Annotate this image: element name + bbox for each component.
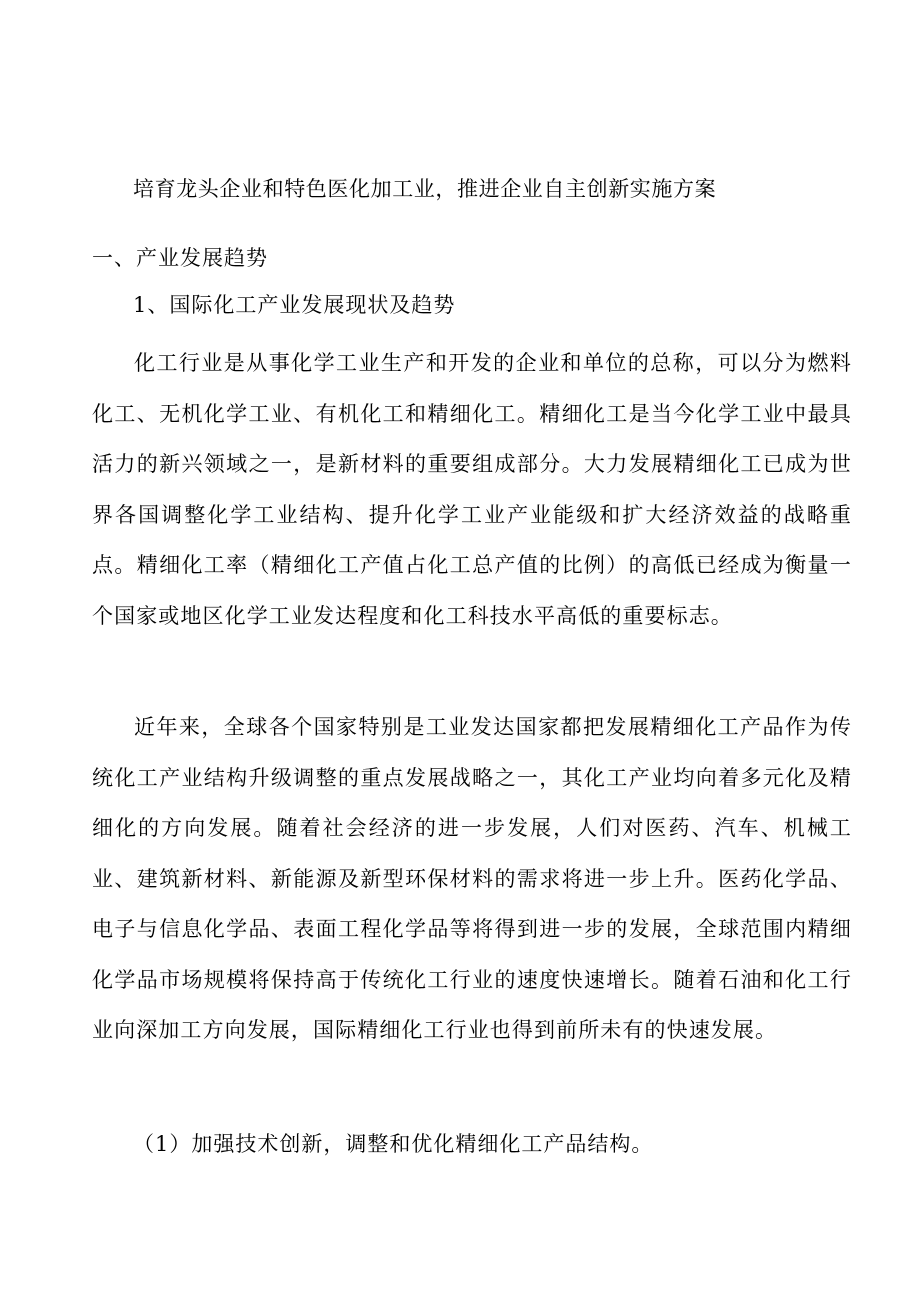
sub-item-heading: （1）加强技术创新，调整和优化精细化工产品结构。 xyxy=(133,1132,654,1156)
paragraph-1: 化工行业是从事化学工业生产和开发的企业和单位的总称，可以分为燃料化工、无机化学工业、有机化工和精细化工。精细化工是当今化学工业中最具活力的新兴领域之一，是新材料的重要组成部分。大力发展精细化工已成为世界各国调整化学工业结构、提升化学工业产业能级和扩大经济效益的战略重点。精细化工率（精细化工产值占化工总产值的比例）的高低已经成为衡量一个国家或地区化学工业发达程度和化工科技水平高低的重要标志。 xyxy=(92,351,852,628)
document-title: 培育龙头企业和特色医化加工业，推进企业自主创新实施方案 xyxy=(133,177,717,201)
paragraph-2: 近年来，全球各个国家特别是工业发达国家都把发展精细化工产品作为传统化工产业结构升级调整的重点发展战略之一，其化工产业均向着多元化及精细化的方向发展。随着社会经济的进一步发展，人们对医药、汽车、机械工业、建筑新材料、新能源及新型环保材料的需求将进一步上升。医药化学品、电子与信息化学品、表面工程化学品等将得到进一步的发展，全球范围内精细化学品市场规模将保持高于传统化工行业的速度快速增长。随着石油和化工行业向深加工方向发展，国际精细化工行业也得到前所未有的快速发展。 xyxy=(92,715,852,1042)
section-heading: 一、产业发展趋势 xyxy=(92,246,268,270)
subsection-heading: 1、国际化工产业发展现状及趋势 xyxy=(133,293,456,317)
